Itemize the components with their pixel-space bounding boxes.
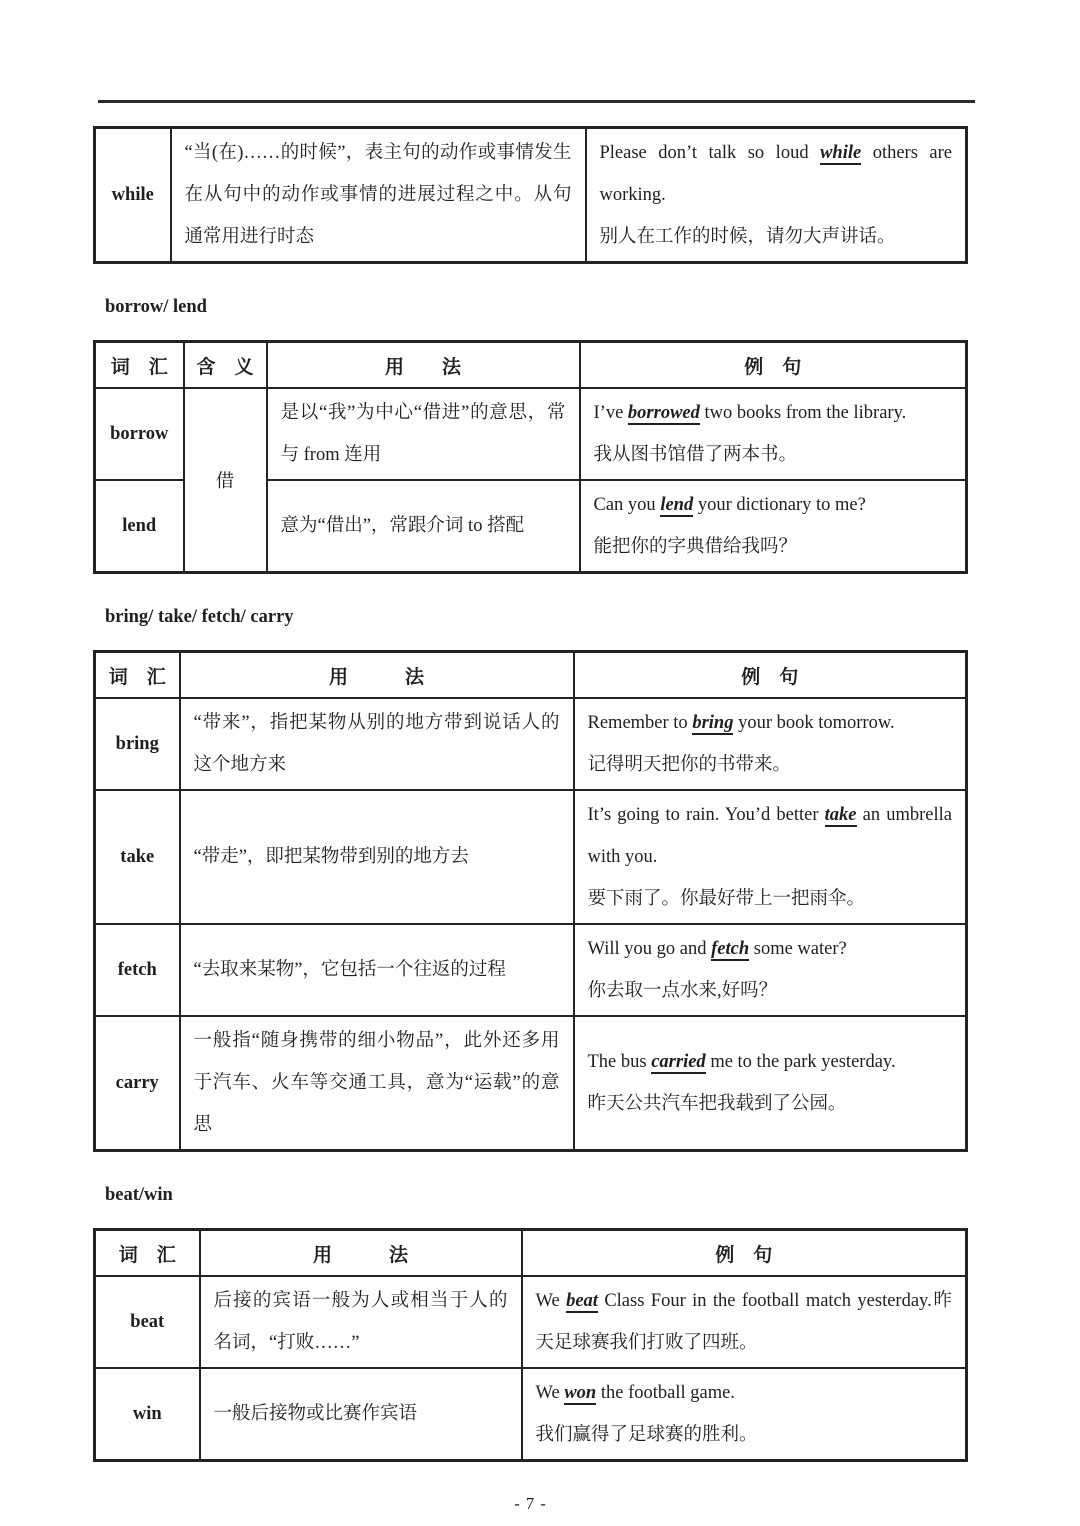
keyword: bring xyxy=(692,713,734,733)
keyword: lend xyxy=(660,495,694,515)
example-cell xyxy=(574,698,967,790)
column-header-word: 词 汇 xyxy=(95,652,180,699)
example-line: 记得明天把你的书带来。 xyxy=(587,755,792,775)
usage-text: “带走”，即把某物带到别的地方去 xyxy=(193,847,469,867)
usage-text: “带来”，指把某物从别的地方带到说话人的这个地方来 xyxy=(193,713,560,775)
example-cell xyxy=(522,1276,967,1368)
section-heading: bring/ take/ fetch/ carry xyxy=(105,607,294,627)
column-header-example: 例 句 xyxy=(574,652,967,699)
column-header-example: 例 句 xyxy=(580,342,967,389)
header-rule xyxy=(98,100,975,103)
vocab-table-borrow-lend xyxy=(93,340,968,574)
table-row xyxy=(95,790,967,924)
table-row xyxy=(95,388,967,480)
keyword: fetch xyxy=(711,939,750,959)
table-row xyxy=(95,924,967,1016)
vocab-cell: take xyxy=(95,790,180,924)
vocab-cell: fetch xyxy=(95,924,180,1016)
example-line: 要下雨了。你最好带上一把雨伞。 xyxy=(587,889,866,909)
usage-text: 意为“借出”，常跟介词 to 搭配 xyxy=(280,516,525,536)
example-line: Please don’t talk so loud while others are working. xyxy=(599,143,953,205)
example-cell xyxy=(586,128,967,263)
vocab-table-while xyxy=(93,126,968,264)
example-line: 我们赢得了足球赛的胜利。 xyxy=(535,1425,758,1445)
example-cell xyxy=(574,790,967,924)
vocab-table-beat-win xyxy=(93,1228,968,1462)
vocab-cell: borrow xyxy=(95,388,184,480)
vocab-cell: bring xyxy=(95,698,180,790)
usage-text: 是以“我”为中心“借进”的意思，常与 from 连用 xyxy=(280,403,566,465)
vocab-cell: beat xyxy=(95,1276,200,1368)
table-row xyxy=(95,1276,967,1368)
example-line: We won the football game. xyxy=(535,1383,735,1403)
example-cell xyxy=(522,1368,967,1461)
table-header-row xyxy=(95,342,967,389)
usage-cell xyxy=(267,480,580,573)
vocab-cell: carry xyxy=(95,1016,180,1151)
example-line: It’s going to rain. You’d better take an umbrella with you. xyxy=(587,805,952,867)
meaning-cell: 借 xyxy=(184,388,267,573)
keyword: won xyxy=(564,1383,597,1403)
usage-cell xyxy=(200,1276,522,1368)
usage-cell xyxy=(200,1368,522,1461)
example-cell xyxy=(574,1016,967,1151)
column-header-usage: 用 法 xyxy=(267,342,580,389)
table-row xyxy=(95,698,967,790)
usage-cell xyxy=(267,388,580,480)
example-line: 能把你的字典借给我吗？ xyxy=(593,537,798,557)
table-row xyxy=(95,1368,967,1461)
usage-text: 后接的宾语一般为人或相当于人的名词，“打败……” xyxy=(213,1291,508,1353)
usage-cell xyxy=(180,698,574,790)
vocab-cell: while xyxy=(95,128,171,263)
table-row xyxy=(95,1016,967,1151)
keyword: take xyxy=(824,805,857,825)
column-header-example: 例 句 xyxy=(522,1230,967,1277)
usage-cell xyxy=(180,924,574,1016)
example-line: 昨天公共汽车把我载到了公园。 xyxy=(587,1094,847,1114)
usage-text: 一般指“随身携带的细小物品”，此外还多用于汽车、火车等交通工具，意为“运载”的意思 xyxy=(193,1031,560,1135)
example-cell xyxy=(580,388,967,480)
example-line: We beat Class Four in the football match yesterday.昨天足球赛我们打败了四班。 xyxy=(535,1291,952,1353)
column-header-usage: 用 法 xyxy=(180,652,574,699)
vocab-table-bring-take-fetch-carry xyxy=(93,650,968,1152)
table-header-row xyxy=(95,652,967,699)
usage-text: “当(在)……的时候”，表主句的动作或事情发生在从句中的动作或事情的进展过程之中。从句通常用进行时态 xyxy=(184,143,572,247)
example-line: Remember to bring your book tomorrow. xyxy=(587,713,895,733)
section-heading: beat/win xyxy=(105,1185,173,1205)
column-header-word: 词 汇 xyxy=(95,342,184,389)
page-number: - 7 - xyxy=(514,1494,547,1513)
section-heading: borrow/ lend xyxy=(105,297,207,317)
keyword: borrowed xyxy=(627,403,700,423)
example-line: I’ve borrowed two books from the library. xyxy=(593,403,907,423)
keyword: beat xyxy=(566,1291,598,1311)
usage-cell xyxy=(171,128,586,263)
column-header-word: 词 汇 xyxy=(95,1230,200,1277)
keyword: while xyxy=(820,143,862,163)
usage-text: “去取来某物”，它包括一个往返的过程 xyxy=(193,960,506,980)
column-header-usage: 用 法 xyxy=(200,1230,522,1277)
table-header-row xyxy=(95,1230,967,1277)
example-line: Can you lend your dictionary to me? xyxy=(593,495,866,515)
keyword: carried xyxy=(651,1052,706,1072)
usage-text: 一般后接物或比赛作宾语 xyxy=(213,1404,418,1424)
table-row xyxy=(95,128,967,263)
example-line: 我从图书馆借了两本书。 xyxy=(593,445,798,465)
example-line: The bus carried me to the park yesterday. xyxy=(587,1052,896,1072)
example-cell xyxy=(574,924,967,1016)
example-line: Will you go and fetch some water? xyxy=(587,939,847,959)
example-line: 别人在工作的时候，请勿大声讲话。 xyxy=(599,227,896,247)
vocab-cell: lend xyxy=(95,480,184,573)
vocab-cell: win xyxy=(95,1368,200,1461)
example-cell xyxy=(580,480,967,573)
usage-cell xyxy=(180,1016,574,1151)
example-line: 你去取一点水来,好吗？ xyxy=(587,981,778,1001)
page-content xyxy=(93,126,968,1514)
usage-cell xyxy=(180,790,574,924)
column-header-meaning: 含 义 xyxy=(184,342,267,389)
